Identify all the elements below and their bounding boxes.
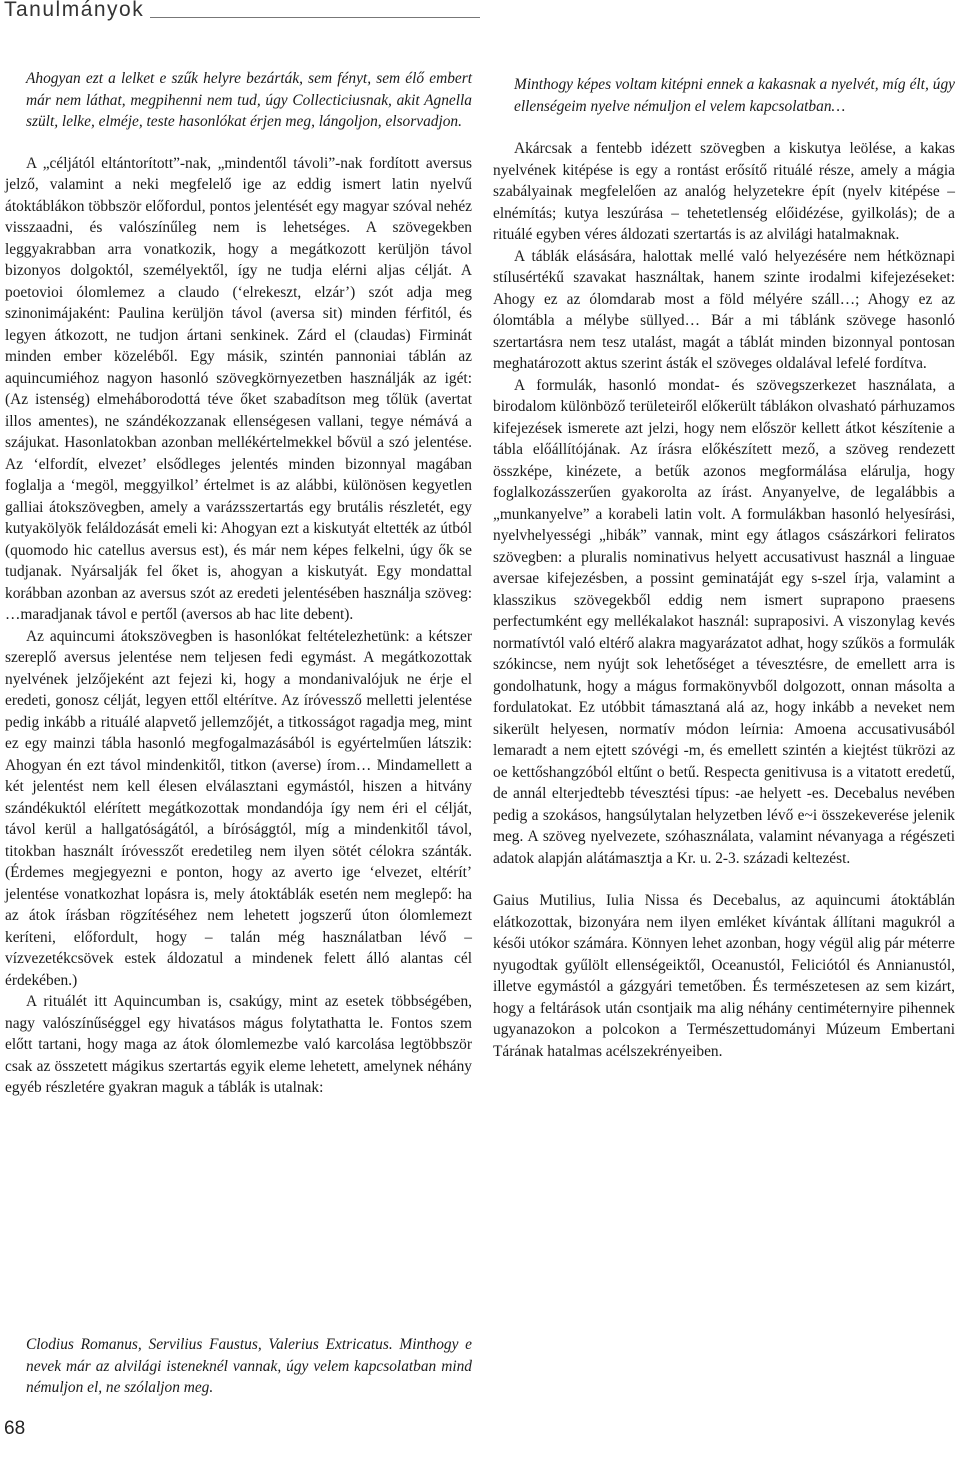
paragraph-final: Gaius Mutilius, Iulia Nissa és Decebalus, az aquincumi átoktáblán elátkozottak, bizonyára nem ilyen emléket kívántak állítani magukról a késői utókor számára. Könnyen lehet azonban, hogy végül alig pár méterre nyugodtak gyűlölt ellenségeiktől, Oceanustól, Feliciótól és Annianustól, illetve egymástól a gázgyári temetőben. És természetesen az sem kizárt, hogy a feltárások után csontjaik ma alig néhány centiméternyire pihennek ugyanazokon a polcokon a Természettudományi Múzeum Embertani Tárának hatalmas acélszekrényeiben. <box>493 892 955 1060</box>
page-number: 68 <box>4 1418 26 1439</box>
opening-quote-left: Ahogyan ezt a lelket e szűk helyre bezárták, sem fényt, sem élő embert már nem láthat, megpihenni nem tud, úgy Collecticiusnak, akit Agnella szült, lelke, elméje, teste hasonlókat érjen meg, lángoljon, elsorvadjon. <box>26 70 472 130</box>
paragraph: Akárcsak a fentebb idézett szövegben a kiskutya leölése, a kakas nyelvének kitépése is egy a rontást erősítő rituálé része, amely a mágia szabályainak megfelelően az analóg helyzetekre épít (nyelv kitépése – elnémítás; kutya leszúrása – tehetetlenség előidézése, gyilkolás); de a rituálé egyben véres áldozati szertartás is az alvilági hatalmaknak. <box>493 140 955 243</box>
section-title: Tanulmányok <box>4 0 145 21</box>
paragraph: A „céljától eltántorított”-nak, „mindentől távoli”-nak fordított aversus jelző, valamint a neki megfelelő ige az eddig ismert latin nyelvű átoktáblákon többször előfordul, pontos jelentését egy magyar szóval nehéz visszaadni, és valószínűleg nem is lehetséges. A szövegekben leggyakrabban arra vonatkozik, hogy a megátkozott kerüljön távol bizonyos dolgoktól, személyektől, így ne tudja elérni aljas célját. A poetovioi ólomlemez a claudo (‘elrekeszt, elzár’) szót adja meg szinonimájaként: Paulina kerüljön távol (aversa sit) minden férfitól, és legyen átkozott, ne tudjon ártani senkinek. Zárd el (claudas) Firminát minden ember közeléből. Egy másik, szintén pannoniai táblán az aquincumiéhoz nagyon hasonló szövegkörnyezetben használják az igét: (Az istenség) elmeháborodottá téve őket szabadítson meg tőlük (avertat illos amentes), ne szándékozzanak ellenségesen vallani, tegye némává a szájukat. Hasonlatokban azonban mellékértelmekkel bővül a szó jelentése. Az ‘elfordít, elvezet’ elsődleges jelentés minden bizonnyal magában foglalja a ‘megöl, meggyilkol’ értelmet is az alábbi, különösen kegyetlen galliai átokszövegben, amely a varázsszertartás egy brutális részletét, egy kutyakölyök feláldozását emeli ki: Ahogyan ezt a kiskutyát eltették az útból (quomodo hic catellus aversus est), és már nem képes felkelni, úgy ők se tudjanak. Nyársalják fel őket is, ahogyan a kiskutyát. Egy mondattal korábban azonban az aversus szót az eredeti jelentésében használja szöveg: …maradjanak távol e pertől (aversos ab hac lite debent). <box>5 154 472 623</box>
opening-quote-right: Minthogy képes voltam kitépni ennek a kakasnak a nyelvét, míg élt, úgy ellenségeim nyelve némuljon el velem kapcsolatban… <box>514 76 955 115</box>
paragraph: A táblák elásására, halottak mellé való helyezésére nem hétköznapi stílusértékű szavakat használtak, hanem szinte irodalmi kifejezéseket: Ahogy ez az ólomdarab most a föld mélyére száll…; Ahogy ez az ólomtábla a mélybe süllyed… Bár a mi táblánk szövege hasonló szertartásra nem tesz utalást, magát a táblát minden bizonnyal pontosan meghatározott aktus szerint ásták el szöveges oldalával lefelé fordítva. <box>493 247 955 372</box>
paragraph: A formulák, hasonló mondat- és szövegszerkezet használata, a birodalom különböző területeiről előkerült táblákon olvasható párhuzamos kifejezések ismerete azt jelzi, hogy nem először kellett átkot készítenie a tábla előállítójának. Az írásra előkészített mező, a szöveg rendezett összképe, kinézete, a betűk azonos megformálása elárulja, hogy foglalkozásszerűen gyakorolta az írást. Anyanyelve, de legalábbis a „munkanyelve” a korabeli latin volt. A formulákban hasonló helyesírási, nyelvhelyességi „hibák” vannak, mint egy átlagos császárkori feliratos szövegben: a pluralis nominativus helyett accusativust használ a linguae aversae kifejezésben, a possint geminatáját egy s-szel írja, valamint a klasszikus szövegekből eddig nem ismert suprapono praesens perfectumként egy mellékalakot használ: supraposivi. A viszonylag kevés normatívtól való eltérő alakra magyarázatot adhat, hogy szűkös a formulák szókincse, nem nyújt sok lehetőséget a tévesztésre, de emellett arra is gondolhatunk, hogy a mágus formakönyvből dolgozott, onnan másolta a fordulatokat. Ez utóbbit támasztaná alá az, hogy inkább a neveket nem sikerült helyesen, normatív módon leírnia: Amoena accusativusából lemaradt a nem ejtett szóvégi -m, és emellett szintén a kiejtést tükrözi az oe kettőshangzóból eltűnt o betű. Respecta genitivusa is a vitatott eredetű, de annál elterjedtebb tévesztési típus: -ae helyett -es. Decebalus nevében pedig a szokásos, hangsúlytalan helyzetben lévő e~i összekeverése jelenik meg. A szöveg nyelvezete, szóhasználata, valamint névanyaga a régészeti adatok alapján alátámasztja a Kr. u. 2-3. századi keltezést. <box>493 376 955 867</box>
header-rule <box>150 17 480 18</box>
paragraph: Az aquincumi átokszövegben is hasonlókat feltételezhetünk: a kétszer szereplő aversus jelentése nem teljesen fedi egymást. A megátkozottak nyelvének jelzőjeként azt fejezi ki, hogy a mondanivalójuk ne érje el eredeti, gonosz célját, legyen ettől eltérítve. Az íróvessző melletti jelentése pedig inkább a rituálé alapvető jellemzőjét, a titkosságot ragadja meg, mint ez egy mainzi tábla hasonló megfogalmazásából is egyértelműen látszik: Ahogyan én ezt távol mindenkitől, titkon (averse) írom… Mindamellett a két jelentést nem kell élesen elválasztani egymástól, hiszen a hitvány szándékuktól elérített megátkozottak mondandója így nem éri el célját, távol kerül a hallgatóságától, a bírósággtól, míg a mindenkitől távol, titokban használt íróvesszőt eredetileg nem ilyen sötét célokra szánták. (Érdemes megjegyezni e ponton, hogy az averto ige ‘elvezet, eltérít’ jelentése vonatkozhat lopásra is, mely átoktáblák esetén nem meglepő: ha az átok írásban rögzítéséhez nem lehetett jogszerű úton ólomlemezt keríteni, előfordult, hogy – talán még használatban lévő – vízvezetékcsövek estek áldozatul a mindenek felett álló alantas cél érdekében.) <box>5 627 472 989</box>
left-column <box>5 68 472 1099</box>
right-column <box>493 74 955 1062</box>
paragraph: A rituálét itt Aquincumban is, csakúgy, mint az esetek többségében, nagy valószínűséggel egy hivatásos mágus folytathatta le. Fontos szem előtt tartani, hogy maga az átok ólomlemezbe való karcolása legtöbbször csak az összetett mágikus szertartás egyik eleme lehetett, amelynek néhány egyéb részletére gyakran maguk a táblák is utalnak: <box>5 993 472 1096</box>
closing-quote: Clodius Romanus, Servilius Faustus, Valerius Extricatus. Minthogy e nevek már az alvilági isteneknél vannak, úgy velem kapcsolatban mind némuljon el, ne szólaljon meg. <box>26 1336 472 1396</box>
